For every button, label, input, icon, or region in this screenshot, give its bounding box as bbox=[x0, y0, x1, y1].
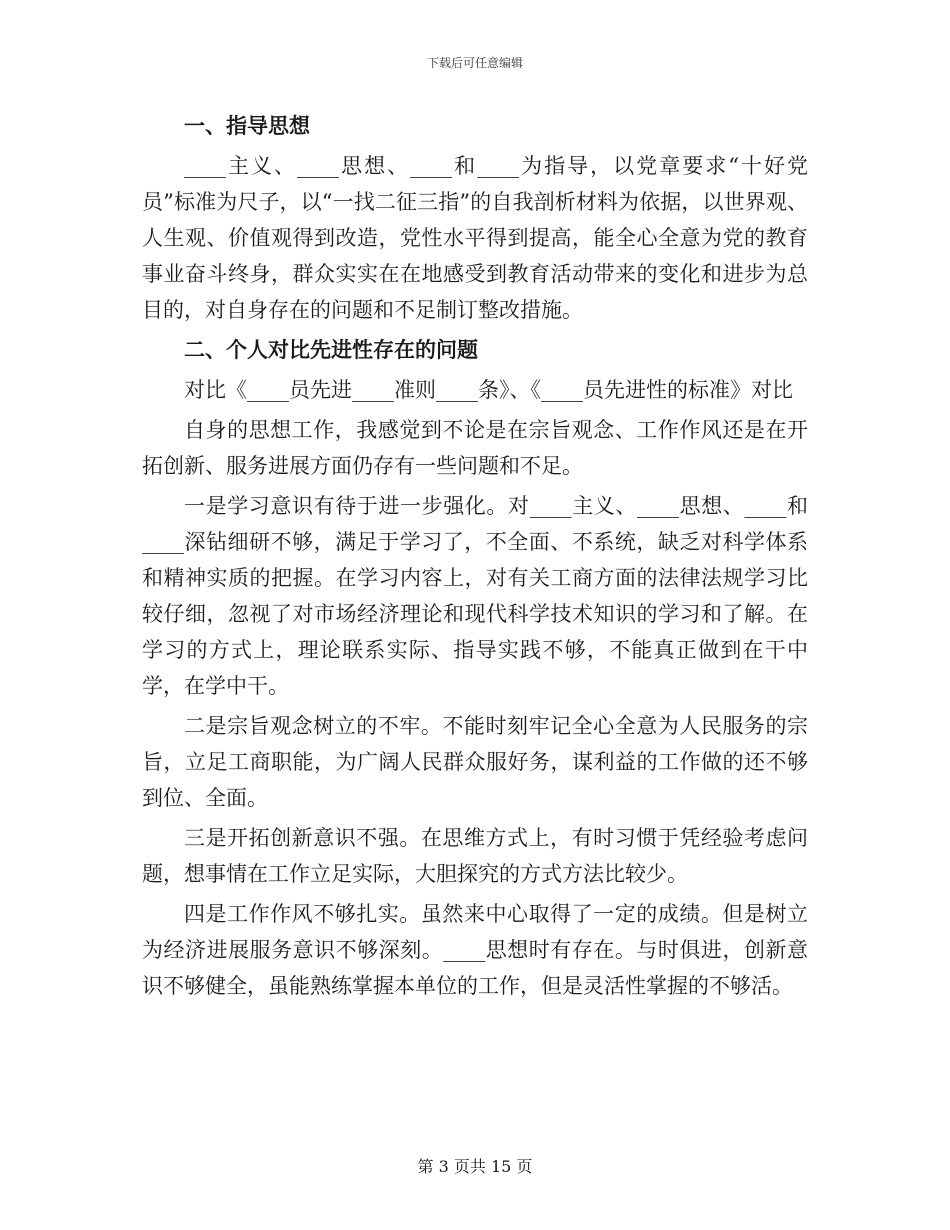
paragraph-self-assessment: 自身的思想工作，我感觉到不论是在宗旨观念、工作作风还是在开拓创新、服务进展方面仍存有一些问题和不足。 bbox=[142, 418, 808, 478]
header-note: 下载后可任意编辑 bbox=[426, 56, 523, 70]
paragraph-comparison: 对比《____员先进____准则____条》、《____员先进性的标准》对比 bbox=[184, 378, 793, 402]
page-number: 第 3 页共 15 页 bbox=[417, 1157, 533, 1176]
paragraph-point-two: 二是宗旨观念树立的不牢。不能时刻牢记全心全意为人民服务的宗旨，立足工商职能，为广阔人民群众服好务，谋利益的工作做的还不够到位、全面。 bbox=[142, 714, 808, 810]
document-body bbox=[142, 108, 808, 1008]
paragraph-point-one: 一是学习意识有待于进一步强化。对____主义、____思想、____和____深钻细研不够，满足于学习了，不全面、不系统，缺乏对科学体系和精神实质的把握。在学习内容上，对有关工商方面的法律法规学习比较仔细，忽视了对市场经济理论和现代科学技术知识的学习和了解。在学习的方式上，理论联系实际、指导实践不够，不能真正做到在干中学，在学中干。 bbox=[142, 494, 808, 698]
paragraph-point-four: 四是工作作风不够扎实。虽然来中心取得了一定的成绩。但是树立为经济进展服务意识不够深刻。____思想时有存在。与时俱进，创新意识不够健全，虽能熟练掌握本单位的工作，但是灵活性掌握的不够活。 bbox=[142, 902, 808, 998]
paragraph-point-three: 三是开拓创新意识不强。在思维方式上，有时习惯于凭经验考虑问题，想事情在工作立足实际，大胆探究的方式方法比较少。 bbox=[142, 826, 808, 886]
paragraph-guiding-ideology: ____主义、____思想、____和____为指导，以党章要求“十好党员”标准为尺子，以“一找二征三指”的自我剖析材料为依据，以世界观、人生观、价值观得到改造，党性水平得到提高，能全心全意为党的教育事业奋斗终身，群众实实在在地感受到教育活动带来的变化和进步为总目的，对自身存在的问题和不足制订整改措施。 bbox=[142, 154, 808, 322]
section-heading-guiding-ideology: 一、指导思想 bbox=[184, 113, 310, 138]
section-heading-problems: 二、个人对比先进性存在的问题 bbox=[184, 337, 478, 362]
